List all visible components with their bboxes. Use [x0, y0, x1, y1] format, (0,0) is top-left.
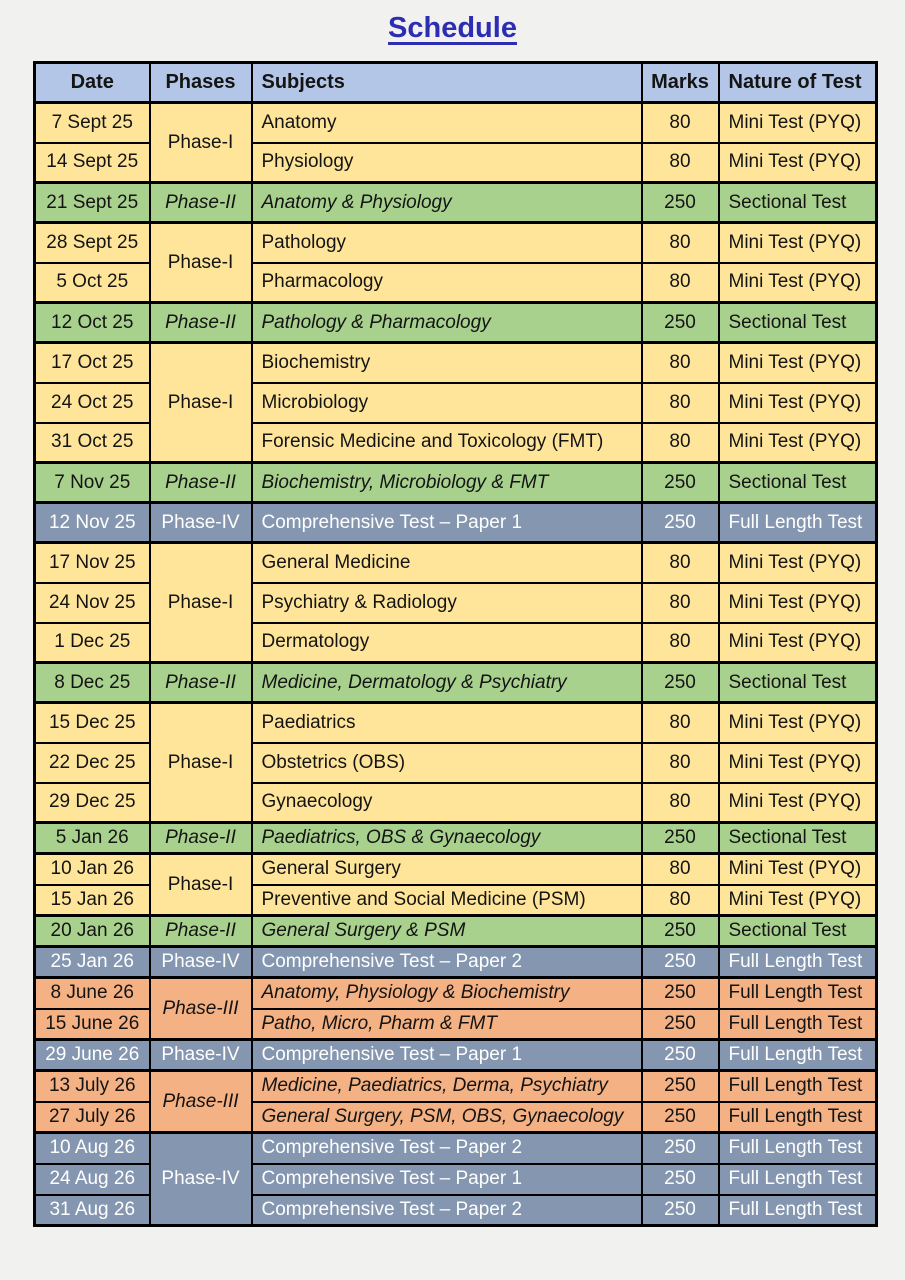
marks-cell: 80 — [642, 103, 719, 143]
nature-of-test-cell: Full Length Test — [719, 1009, 877, 1040]
marks-cell: 250 — [642, 303, 719, 343]
nature-of-test-cell: Mini Test (PYQ) — [719, 343, 877, 383]
table-row — [35, 343, 877, 383]
subject-cell: Pathology — [252, 223, 642, 263]
table-row — [35, 103, 877, 143]
table-row — [35, 503, 877, 543]
nature-of-test-cell: Full Length Test — [719, 1040, 877, 1071]
marks-cell: 80 — [642, 223, 719, 263]
subject-cell: Anatomy — [252, 103, 642, 143]
header-phases: Phases — [150, 63, 252, 103]
table-row — [35, 183, 877, 223]
date-cell: 29 June 26 — [35, 1040, 150, 1071]
header-nature-of-test: Nature of Test — [719, 63, 877, 103]
date-cell: 5 Jan 26 — [35, 823, 150, 854]
subject-cell: Biochemistry — [252, 343, 642, 383]
marks-cell: 250 — [642, 463, 719, 503]
phase-cell: Phase-IV — [150, 947, 252, 978]
date-cell: 5 Oct 25 — [35, 263, 150, 303]
nature-of-test-cell: Sectional Test — [719, 823, 877, 854]
subject-cell: Paediatrics — [252, 703, 642, 743]
subject-cell: Biochemistry, Microbiology & FMT — [252, 463, 642, 503]
subject-cell: Paediatrics, OBS & Gynaecology — [252, 823, 642, 854]
marks-cell: 80 — [642, 623, 719, 663]
date-cell: 8 Dec 25 — [35, 663, 150, 703]
marks-cell: 250 — [642, 663, 719, 703]
table-row — [35, 1133, 877, 1164]
subject-cell: Microbiology — [252, 383, 642, 423]
subject-cell: Comprehensive Test – Paper 2 — [252, 1195, 642, 1226]
nature-of-test-cell: Mini Test (PYQ) — [719, 854, 877, 885]
marks-cell: 250 — [642, 1195, 719, 1226]
date-cell: 25 Jan 26 — [35, 947, 150, 978]
date-cell: 17 Oct 25 — [35, 343, 150, 383]
date-cell: 13 July 26 — [35, 1071, 150, 1102]
nature-of-test-cell: Mini Test (PYQ) — [719, 103, 877, 143]
marks-cell: 80 — [642, 743, 719, 783]
marks-cell: 250 — [642, 916, 719, 947]
nature-of-test-cell: Mini Test (PYQ) — [719, 743, 877, 783]
nature-of-test-cell: Mini Test (PYQ) — [719, 583, 877, 623]
table-header-row — [35, 63, 877, 103]
nature-of-test-cell: Full Length Test — [719, 947, 877, 978]
subject-cell: Medicine, Paediatrics, Derma, Psychiatry — [252, 1071, 642, 1102]
phase-cell: Phase-I — [150, 103, 252, 183]
marks-cell: 80 — [642, 263, 719, 303]
marks-cell: 80 — [642, 423, 719, 463]
table-row — [35, 916, 877, 947]
nature-of-test-cell: Mini Test (PYQ) — [719, 223, 877, 263]
subject-cell: Comprehensive Test – Paper 1 — [252, 503, 642, 543]
phase-cell: Phase-II — [150, 463, 252, 503]
subject-cell: Comprehensive Test – Paper 2 — [252, 1133, 642, 1164]
page-title: Schedule — [388, 12, 517, 44]
date-cell: 7 Sept 25 — [35, 103, 150, 143]
subject-cell: Comprehensive Test – Paper 1 — [252, 1040, 642, 1071]
table-row — [35, 303, 877, 343]
date-cell: 10 Jan 26 — [35, 854, 150, 885]
phase-cell: Phase-I — [150, 703, 252, 823]
subject-cell: Obstetrics (OBS) — [252, 743, 642, 783]
nature-of-test-cell: Mini Test (PYQ) — [719, 383, 877, 423]
marks-cell: 250 — [642, 947, 719, 978]
phase-cell: Phase-II — [150, 183, 252, 223]
nature-of-test-cell: Mini Test (PYQ) — [719, 703, 877, 743]
phase-cell: Phase-II — [150, 916, 252, 947]
date-cell: 12 Oct 25 — [35, 303, 150, 343]
date-cell: 17 Nov 25 — [35, 543, 150, 583]
date-cell: 21 Sept 25 — [35, 183, 150, 223]
subject-cell: Pathology & Pharmacology — [252, 303, 642, 343]
phase-cell: Phase-II — [150, 303, 252, 343]
schedule-table-body — [35, 103, 877, 1226]
subject-cell: Gynaecology — [252, 783, 642, 823]
marks-cell: 250 — [642, 1071, 719, 1102]
marks-cell: 250 — [642, 503, 719, 543]
table-row — [35, 223, 877, 263]
header-marks: Marks — [642, 63, 719, 103]
nature-of-test-cell: Mini Test (PYQ) — [719, 783, 877, 823]
nature-of-test-cell: Mini Test (PYQ) — [719, 885, 877, 916]
nature-of-test-cell: Full Length Test — [719, 503, 877, 543]
date-cell: 24 Aug 26 — [35, 1164, 150, 1195]
nature-of-test-cell: Full Length Test — [719, 1102, 877, 1133]
header-subjects: Subjects — [252, 63, 642, 103]
marks-cell: 250 — [642, 183, 719, 223]
table-row — [35, 947, 877, 978]
nature-of-test-cell: Full Length Test — [719, 1071, 877, 1102]
phase-cell: Phase-IV — [150, 503, 252, 543]
header-date: Date — [35, 63, 150, 103]
subject-cell: General Surgery, PSM, OBS, Gynaecology — [252, 1102, 642, 1133]
nature-of-test-cell: Full Length Test — [719, 1164, 877, 1195]
date-cell: 24 Nov 25 — [35, 583, 150, 623]
date-cell: 27 July 26 — [35, 1102, 150, 1133]
table-row — [35, 543, 877, 583]
phase-cell: Phase-I — [150, 343, 252, 463]
subject-cell: General Medicine — [252, 543, 642, 583]
phase-cell: Phase-I — [150, 543, 252, 663]
date-cell: 28 Sept 25 — [35, 223, 150, 263]
table-row — [35, 854, 877, 885]
schedule-table — [33, 61, 878, 1227]
date-cell: 15 June 26 — [35, 1009, 150, 1040]
nature-of-test-cell: Sectional Test — [719, 916, 877, 947]
table-row — [35, 703, 877, 743]
table-row — [35, 663, 877, 703]
nature-of-test-cell: Sectional Test — [719, 183, 877, 223]
nature-of-test-cell: Mini Test (PYQ) — [719, 143, 877, 183]
subject-cell: General Surgery — [252, 854, 642, 885]
subject-cell: Pharmacology — [252, 263, 642, 303]
date-cell: 15 Jan 26 — [35, 885, 150, 916]
subject-cell: Dermatology — [252, 623, 642, 663]
nature-of-test-cell: Mini Test (PYQ) — [719, 543, 877, 583]
marks-cell: 80 — [642, 343, 719, 383]
table-row — [35, 823, 877, 854]
date-cell: 29 Dec 25 — [35, 783, 150, 823]
nature-of-test-cell: Sectional Test — [719, 303, 877, 343]
date-cell: 7 Nov 25 — [35, 463, 150, 503]
subject-cell: Comprehensive Test – Paper 1 — [252, 1164, 642, 1195]
nature-of-test-cell: Mini Test (PYQ) — [719, 263, 877, 303]
marks-cell: 80 — [642, 583, 719, 623]
date-cell: 24 Oct 25 — [35, 383, 150, 423]
subject-cell: Forensic Medicine and Toxicology (FMT) — [252, 423, 642, 463]
subject-cell: Anatomy, Physiology & Biochemistry — [252, 978, 642, 1009]
marks-cell: 80 — [642, 543, 719, 583]
table-row — [35, 978, 877, 1009]
date-cell: 12 Nov 25 — [35, 503, 150, 543]
marks-cell: 250 — [642, 1102, 719, 1133]
marks-cell: 250 — [642, 1009, 719, 1040]
nature-of-test-cell: Mini Test (PYQ) — [719, 423, 877, 463]
phase-cell: Phase-II — [150, 663, 252, 703]
marks-cell: 250 — [642, 1133, 719, 1164]
subject-cell: Patho, Micro, Pharm & FMT — [252, 1009, 642, 1040]
date-cell: 22 Dec 25 — [35, 743, 150, 783]
marks-cell: 250 — [642, 823, 719, 854]
date-cell: 1 Dec 25 — [35, 623, 150, 663]
nature-of-test-cell: Sectional Test — [719, 463, 877, 503]
date-cell: 15 Dec 25 — [35, 703, 150, 743]
subject-cell: Anatomy & Physiology — [252, 183, 642, 223]
nature-of-test-cell: Full Length Test — [719, 1195, 877, 1226]
date-cell: 10 Aug 26 — [35, 1133, 150, 1164]
table-row — [35, 1040, 877, 1071]
phase-cell: Phase-III — [150, 1071, 252, 1133]
nature-of-test-cell: Full Length Test — [719, 978, 877, 1009]
marks-cell: 80 — [642, 783, 719, 823]
subject-cell: Psychiatry & Radiology — [252, 583, 642, 623]
phase-cell: Phase-I — [150, 223, 252, 303]
phase-cell: Phase-IV — [150, 1040, 252, 1071]
marks-cell: 250 — [642, 978, 719, 1009]
date-cell: 8 June 26 — [35, 978, 150, 1009]
subject-cell: General Surgery & PSM — [252, 916, 642, 947]
marks-cell: 80 — [642, 143, 719, 183]
marks-cell: 250 — [642, 1040, 719, 1071]
marks-cell: 80 — [642, 383, 719, 423]
marks-cell: 80 — [642, 703, 719, 743]
table-row — [35, 1071, 877, 1102]
phase-cell: Phase-III — [150, 978, 252, 1040]
subject-cell: Physiology — [252, 143, 642, 183]
marks-cell: 80 — [642, 885, 719, 916]
subject-cell: Preventive and Social Medicine (PSM) — [252, 885, 642, 916]
table-row — [35, 463, 877, 503]
nature-of-test-cell: Sectional Test — [719, 663, 877, 703]
date-cell: 20 Jan 26 — [35, 916, 150, 947]
marks-cell: 250 — [642, 1164, 719, 1195]
nature-of-test-cell: Full Length Test — [719, 1133, 877, 1164]
date-cell: 31 Aug 26 — [35, 1195, 150, 1226]
date-cell: 14 Sept 25 — [35, 143, 150, 183]
phase-cell: Phase-I — [150, 854, 252, 916]
nature-of-test-cell: Mini Test (PYQ) — [719, 623, 877, 663]
date-cell: 31 Oct 25 — [35, 423, 150, 463]
phase-cell: Phase-IV — [150, 1133, 252, 1226]
subject-cell: Comprehensive Test – Paper 2 — [252, 947, 642, 978]
subject-cell: Medicine, Dermatology & Psychiatry — [252, 663, 642, 703]
phase-cell: Phase-II — [150, 823, 252, 854]
marks-cell: 80 — [642, 854, 719, 885]
